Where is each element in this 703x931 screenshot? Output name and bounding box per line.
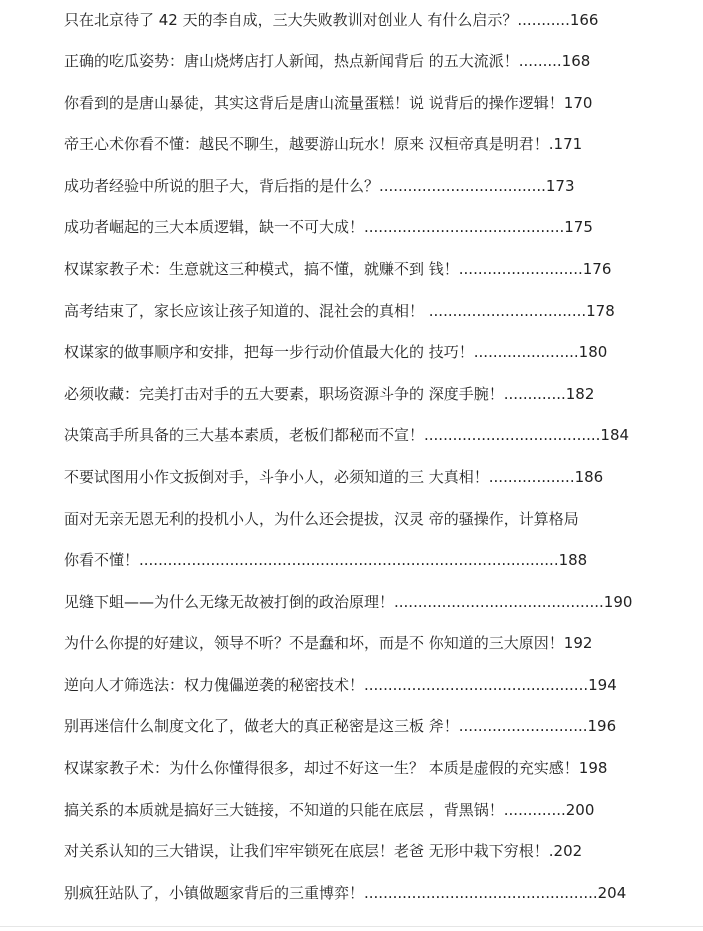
- toc-entry: 权谋家教子术：为什么你懂得很多，却过不好这一生？ 本质是虚假的充实感！198: [64, 759, 608, 777]
- toc-entry: 成功者崛起的三大本质逻辑，缺一不可大成！..........................................175: [64, 218, 593, 236]
- toc-entry: 逆向人才筛选法：权力傀儡逆袭的秘密技术！...............................................194: [64, 676, 617, 694]
- toc-entry: 见缝下蛆——为什么无缘无故被打倒的政治原理！............................................190: [64, 593, 633, 611]
- toc-entry: 必须收藏：完美打击对手的五大要素，职场资源斗争的 深度手腕！.............182: [64, 385, 595, 403]
- toc-entry: 面对无亲无恩无利的投机小人，为什么还会提拔，汉灵 帝的骚操作，计算格局: [64, 510, 579, 528]
- page-bottom-divider: [0, 926, 703, 927]
- toc-entry: 不要试图用小作文扳倒对手，斗争小人，必须知道的三 大真相！..................186: [64, 468, 604, 486]
- toc-entry: 成功者经验中所说的胆子大，背后指的是什么？...................................173: [64, 177, 575, 195]
- toc-entry-continued: 你看不懂！........................................................................................188: [64, 551, 588, 569]
- toc-entry: 决策高手所具备的三大基本素质，老板们都秘而不宣！.....................................184: [64, 426, 630, 444]
- toc-entry: 权谋家教子术：生意就这三种模式，搞不懂，就赚不到 钱！..........................176: [64, 260, 612, 278]
- toc-entry: 你看到的是唐山暴徒，其实这背后是唐山流量蛋糕！说 说背后的操作逻辑！170: [64, 94, 593, 112]
- toc-entry: 高考结束了，家长应该让孩子知道的、混社会的真相！ .................................178: [64, 302, 615, 320]
- toc-entry: 搞关系的本质就是搞好三大链接，不知道的只能在底层 ，背黑锅！.............200: [64, 801, 595, 819]
- toc-entry: 别疯狂站队了，小镇做题家背后的三重博弈！.................................................204: [64, 884, 627, 902]
- toc-entry: 帝王心术你看不懂：越民不聊生，越要游山玩水！原来 汉桓帝真是明君！.171: [64, 135, 583, 153]
- toc-entry: 正确的吃瓜姿势：唐山烧烤店打人新闻，热点新闻背后 的五大流派！.........168: [64, 52, 591, 70]
- toc-entry: 对关系认知的三大错误，让我们牢牢锁死在底层！老爸 无形中栽下穷根！.202: [64, 842, 583, 860]
- toc-entry: 只在北京待了 42 天的李自成，三大失败教训对创业人 有什么启示？...........166: [64, 11, 599, 29]
- toc-entry: 别再迷信什么制度文化了，做老大的真正秘密是这三板 斧！...........................196: [64, 717, 617, 735]
- toc-entry: 权谋家的做事顺序和安排，把每一步行动价值最大化的 技巧！......................180: [64, 343, 608, 361]
- toc-entry: 为什么你提的好建议，领导不听？不是蠢和坏，而是不 你知道的三大原因！192: [64, 634, 593, 652]
